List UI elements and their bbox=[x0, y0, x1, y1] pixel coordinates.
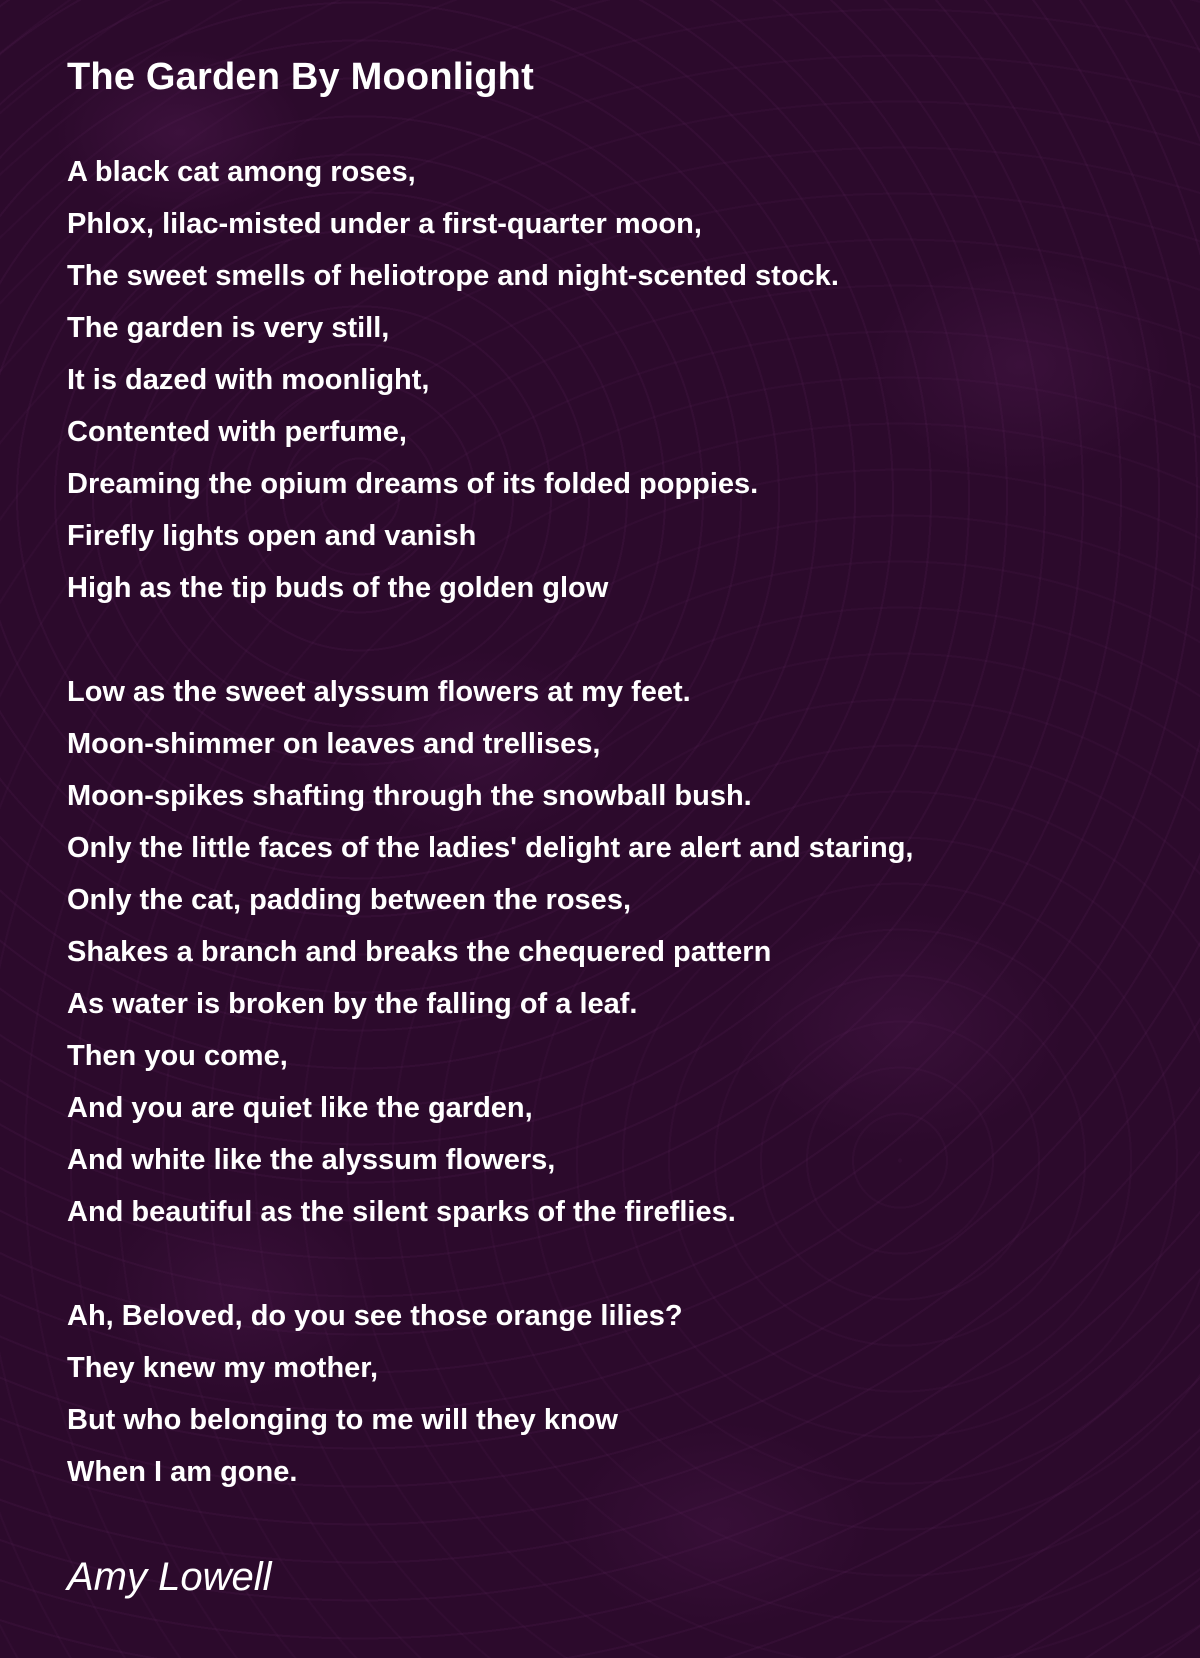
stanza-2 bbox=[67, 666, 1147, 1238]
poem-line: And white like the alyssum flowers, bbox=[67, 1144, 556, 1176]
poem-line: Low as the sweet alyssum flowers at my feet. bbox=[67, 676, 691, 708]
poem-line: Firefly lights open and vanish bbox=[67, 520, 477, 552]
poem-body bbox=[67, 146, 1147, 1498]
poem-line: And you are quiet like the garden, bbox=[67, 1092, 533, 1124]
stanza-3 bbox=[67, 1290, 1147, 1498]
poem-line: The garden is very still, bbox=[67, 312, 390, 344]
poem-title: The Garden By Moonlight bbox=[67, 56, 534, 98]
poem-line: The sweet smells of heliotrope and night-scented stock. bbox=[67, 260, 839, 292]
poem-line: Moon-shimmer on leaves and trellises, bbox=[67, 728, 601, 760]
poem-line: Dreaming the opium dreams of its folded poppies. bbox=[67, 468, 759, 500]
poem-line: Only the cat, padding between the roses, bbox=[67, 884, 631, 916]
poem-line: Shakes a branch and breaks the chequered pattern bbox=[67, 936, 772, 968]
poem-line: When I am gone. bbox=[67, 1456, 298, 1488]
poem-line: Then you come, bbox=[67, 1040, 288, 1072]
poem-line: And beautiful as the silent sparks of the fireflies. bbox=[67, 1196, 736, 1228]
poem-line: A black cat among roses, bbox=[67, 156, 416, 188]
poem-line: As water is broken by the falling of a leaf. bbox=[67, 988, 638, 1020]
poem-line: But who belonging to me will they know bbox=[67, 1404, 618, 1436]
poem-line: Moon-spikes shafting through the snowball bush. bbox=[67, 780, 752, 812]
poem-page bbox=[67, 52, 1147, 1599]
poem-line: They knew my mother, bbox=[67, 1352, 379, 1384]
poem-line: Contented with perfume, bbox=[67, 416, 407, 448]
poem-line: High as the tip buds of the golden glow bbox=[67, 572, 609, 604]
poem-line: Only the little faces of the ladies' delight are alert and staring, bbox=[67, 832, 914, 864]
poem-line: Ah, Beloved, do you see those orange lilies? bbox=[67, 1300, 683, 1332]
poem-author: Amy Lowell bbox=[67, 1555, 272, 1599]
poem-line: Phlox, lilac-misted under a first-quarter moon, bbox=[67, 208, 702, 240]
stanza-1 bbox=[67, 146, 1147, 614]
poem-line: It is dazed with moonlight, bbox=[67, 364, 430, 396]
